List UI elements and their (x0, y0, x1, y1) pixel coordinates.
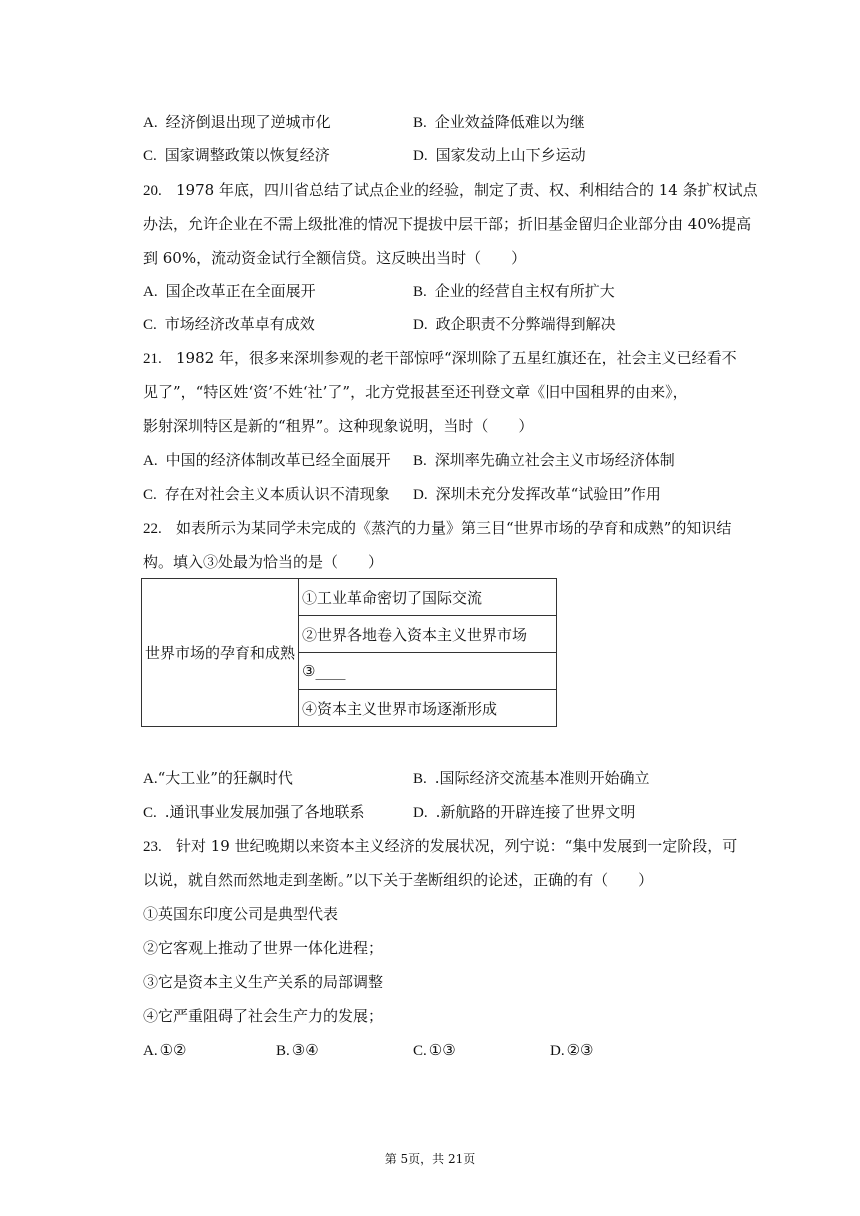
q23-option-b[interactable] (276, 1040, 319, 1061)
q21-option-d[interactable] (413, 484, 661, 505)
option-text: ③④ (291, 1041, 319, 1059)
option-letter: A. (143, 284, 158, 300)
q22-option-d[interactable] (413, 802, 635, 823)
option-text: 企业效益降低难以为继 (434, 113, 585, 131)
q20-option-d[interactable] (413, 314, 616, 335)
option-text: ①② (159, 1041, 187, 1059)
q20-options-row-1 (143, 281, 763, 301)
q21-option-b[interactable] (413, 450, 675, 471)
option-text: 政企职责不分弊端得到解决 (435, 315, 616, 333)
q21-stem-line-1 (143, 348, 737, 369)
q19-option-a[interactable] (143, 112, 331, 133)
q20-stem-line-2: 办法，允许企业在不需上级批准的情况下提拔中层干部；折旧基金留归企业部分由 40%提高 (143, 215, 752, 233)
option-letter: B. (413, 115, 427, 131)
knowledge-structure-table (141, 578, 557, 727)
option-text: 国家发动上山下乡运动 (435, 146, 586, 164)
option-text: 存在对社会主义本质认识不清现象 (164, 485, 390, 503)
option-letter: D. (413, 148, 428, 164)
q20-option-b[interactable] (413, 281, 615, 302)
option-letter: C. (143, 317, 157, 333)
option-letter: A. (143, 1043, 158, 1059)
q23-option-c[interactable] (413, 1040, 456, 1061)
q22-option-c[interactable] (143, 802, 365, 823)
stem-text: 1978 年底，四川省总结了试点企业的经验，制定了责、权、利相结合的 14 条扩权试点 (176, 181, 758, 199)
option-letter: D. (413, 805, 428, 821)
table-cell-2: ②世界各地卷入资本主义世界市场 (299, 616, 557, 653)
option-letter: C. (143, 148, 157, 164)
q21-option-c[interactable] (143, 484, 390, 505)
q21-stem-line-2: 见了”，“特区姓‘资’不姓‘社’了”，北方党报甚至还刊登文章《旧中国租界的由来》， (143, 383, 688, 401)
q20-stem-line-1 (143, 180, 758, 201)
q19-options-row-2 (143, 145, 763, 165)
option-letter: D. (413, 487, 428, 503)
q22-option-a[interactable] (143, 768, 293, 789)
table-topic-cell: 世界市场的孕育和成熟 (142, 579, 299, 727)
q20-option-c[interactable] (143, 314, 315, 335)
stem-text: 1982 年，很多来深圳参观的老干部惊呼“深圳除了五星红旗还在，社会主义已经看不 (176, 349, 737, 367)
q20-stem-line-3: 到 60%，流动资金试行全额信贷。这反映出当时（ ） (143, 249, 527, 267)
option-text: 国家调整政策以恢复经济 (164, 146, 330, 164)
q23-stem-line-2: 以说，就自然而然地走到垄断。”以下关于垄断组织的论述，正确的有（ ） (143, 871, 654, 889)
option-text: 经济倒退出现了逆城市化 (165, 113, 331, 131)
option-letter: B. (413, 284, 427, 300)
question-number: 20. (143, 183, 162, 199)
option-letter: A. (143, 115, 158, 131)
option-text: 国企改革正在全面展开 (165, 282, 316, 300)
q23-option-d[interactable] (550, 1040, 594, 1061)
option-text: 企业的经营自主权有所扩大 (434, 282, 615, 300)
q22-stem-line-1 (143, 518, 731, 539)
q21-stem-line-3: 影射深圳特区是新的“租界”。这种现象说明，当时（ ） (143, 417, 534, 435)
q21-options-row-2 (143, 484, 763, 504)
option-letter: D. (550, 1043, 565, 1059)
table-cell-3: ③____ (299, 653, 557, 690)
option-text: ②③ (566, 1041, 594, 1059)
q22-stem-line-2: 构。填入③处最为恰当的是（ ） (143, 553, 384, 571)
q23-statement-2: ②它客观上推动了世界一体化进程； (143, 939, 384, 957)
option-text: .通讯事业发展加强了各地联系 (164, 803, 365, 821)
option-letter: A. (143, 771, 158, 787)
q23-options-row (143, 1040, 763, 1060)
question-number: 21. (143, 351, 162, 367)
q23-statement-1: ①英国东印度公司是典型代表 (143, 905, 339, 923)
option-letter: C. (143, 487, 157, 503)
stem-text: 如表所示为某同学未完成的《蒸汽的力量》第三目“世界市场的孕育和成熟”的知识结 (176, 519, 732, 537)
q23-stem-line-1 (143, 836, 737, 857)
table-row (142, 579, 557, 616)
option-text: “大工业”的狂飙时代 (157, 769, 293, 787)
option-letter: B. (276, 1043, 290, 1059)
option-letter: B. (413, 453, 427, 469)
q22-option-b[interactable] (413, 768, 650, 789)
option-letter: D. (413, 317, 428, 333)
option-text: .国际经济交流基本准则开始确立 (434, 769, 650, 787)
q19-option-d[interactable] (413, 145, 586, 166)
option-text: ①③ (428, 1041, 456, 1059)
option-letter: A. (143, 453, 158, 469)
q19-option-b[interactable] (413, 112, 585, 133)
option-text: 市场经济改革卓有成效 (164, 315, 315, 333)
q19-options-row-1 (143, 112, 763, 132)
q21-option-a[interactable] (143, 450, 391, 471)
q23-option-a[interactable] (143, 1040, 187, 1061)
option-letter: B. (413, 771, 427, 787)
option-text: 深圳未充分发挥改革“试验田”作用 (435, 485, 661, 503)
option-letter: C. (413, 1043, 427, 1059)
q22-options-row-1 (143, 768, 763, 788)
option-text: 中国的经济体制改革已经全面展开 (165, 451, 391, 469)
q20-option-a[interactable] (143, 281, 316, 302)
question-number: 23. (143, 839, 162, 855)
stem-text: 针对 19 世纪晚期以来资本主义经济的发展状况，列宁说：“集中发展到一定阶段，可 (176, 837, 738, 855)
table-cell-4: ④资本主义世界市场逐渐形成 (299, 690, 557, 727)
q23-statement-4: ④它严重阻碍了社会生产力的发展； (143, 1007, 384, 1025)
question-number: 22. (143, 521, 162, 537)
page-footer: 第 5页，共 21页 (384, 1152, 476, 1166)
q21-options-row-1 (143, 450, 763, 470)
q20-options-row-2 (143, 314, 763, 334)
option-text: .新航路的开辟连接了世界文明 (435, 803, 636, 821)
option-text: 深圳率先确立社会主义市场经济体制 (434, 451, 675, 469)
table-cell-1: ①工业革命密切了国际交流 (299, 579, 557, 616)
q23-statement-3: ③它是资本主义生产关系的局部调整 (143, 973, 384, 991)
q19-option-c[interactable] (143, 145, 330, 166)
q22-options-row-2 (143, 802, 763, 822)
option-letter: C. (143, 805, 157, 821)
